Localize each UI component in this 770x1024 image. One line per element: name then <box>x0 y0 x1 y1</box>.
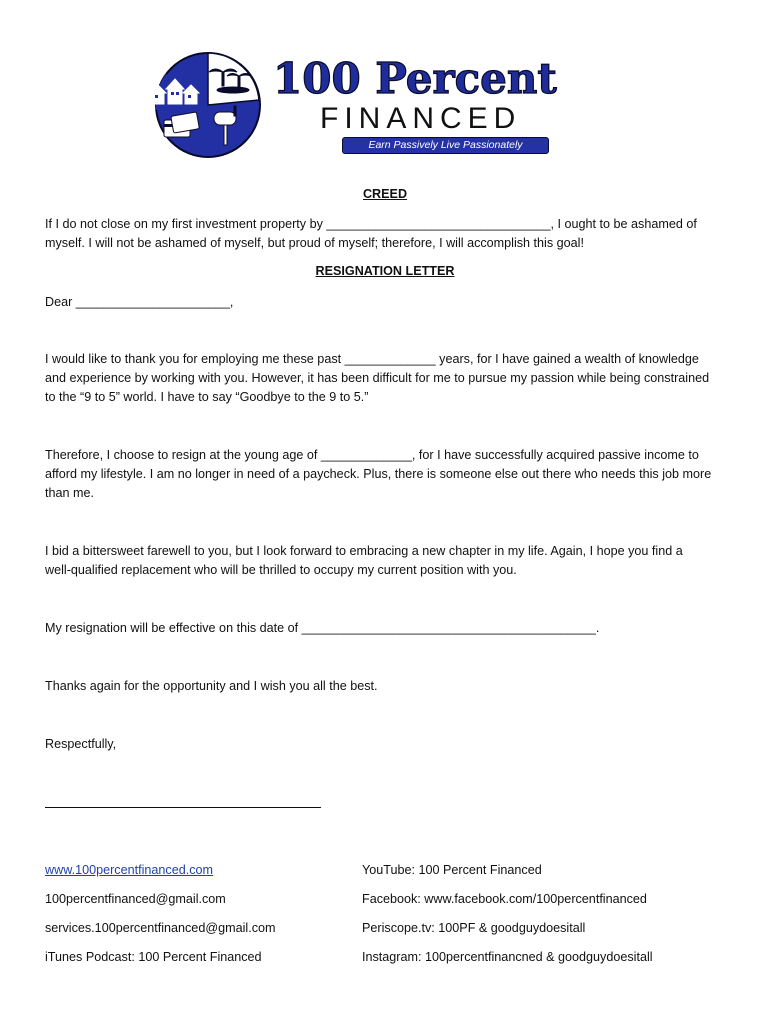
paragraph-line: well-qualified replacement who will be thrilled to occupy my current position with you. <box>45 563 517 577</box>
brand-subtitle: FINANCED <box>320 102 522 135</box>
signature-line <box>45 807 321 808</box>
paragraph-line: and experience by working with you. However, it has been difficult for me to pursue my passion while being constrained <box>45 371 710 385</box>
creed-line-1: If I do not close on my first investment property by ________________________________, I ought to be ashamed of <box>45 217 697 231</box>
email-contact: 100percentfinanced@gmail.com <box>45 892 226 906</box>
youtube-contact: YouTube: 100 Percent Financed <box>362 863 542 877</box>
company-logo <box>138 50 638 165</box>
facebook-contact: Facebook: www.facebook.com/100percentfinanced <box>362 892 647 906</box>
paragraph-line: Therefore, I choose to resign at the young age of _____________, for I have successfully acquired passive income to <box>45 448 699 462</box>
paragraph-line: afford my lifestyle. I am no longer in need of a paycheck. Plus, there is someone else out there who needs this job more <box>45 467 712 481</box>
letter-heading: RESIGNATION LETTER <box>315 264 455 278</box>
logo-emblem-icon <box>138 50 278 160</box>
creed-heading: CREED <box>362 187 408 201</box>
closing: Respectfully, <box>45 737 117 751</box>
effective-date-line: My resignation will be effective on this date of __________________________________________. <box>45 621 600 635</box>
brand-name: 100 Percent <box>273 54 557 103</box>
brand-tagline: Earn Passively Live Passionately <box>342 137 549 154</box>
thanks-line: Thanks again for the opportunity and I wish you all the best. <box>45 679 378 693</box>
paragraph-line: I would like to thank you for employing me these past _____________ years, for I have gained a wealth of knowledge <box>45 352 699 366</box>
periscope-contact: Periscope.tv: 100PF & goodguydoesitall <box>362 921 586 935</box>
paragraph-line: to the “9 to 5” world. I have to say “Goodbye to the 9 to 5.” <box>45 390 369 404</box>
paragraph-line: I bid a bittersweet farewell to you, but I look forward to embracing a new chapter in my life. Again, I hope you find a <box>45 544 683 558</box>
website-link[interactable]: www.100percentfinanced.com <box>45 863 214 877</box>
salutation: Dear ______________________, <box>45 295 234 309</box>
paragraph-line: than me. <box>45 486 95 500</box>
services-email-contact: services.100percentfinanced@gmail.com <box>45 921 276 935</box>
itunes-contact: iTunes Podcast: 100 Percent Financed <box>45 950 262 964</box>
creed-line-2: myself. I will not be ashamed of myself, but proud of myself; therefore, I will accomplish this goal! <box>45 236 584 250</box>
instagram-contact: Instagram: 100percentfinancned & goodguydoesitall <box>362 950 653 964</box>
